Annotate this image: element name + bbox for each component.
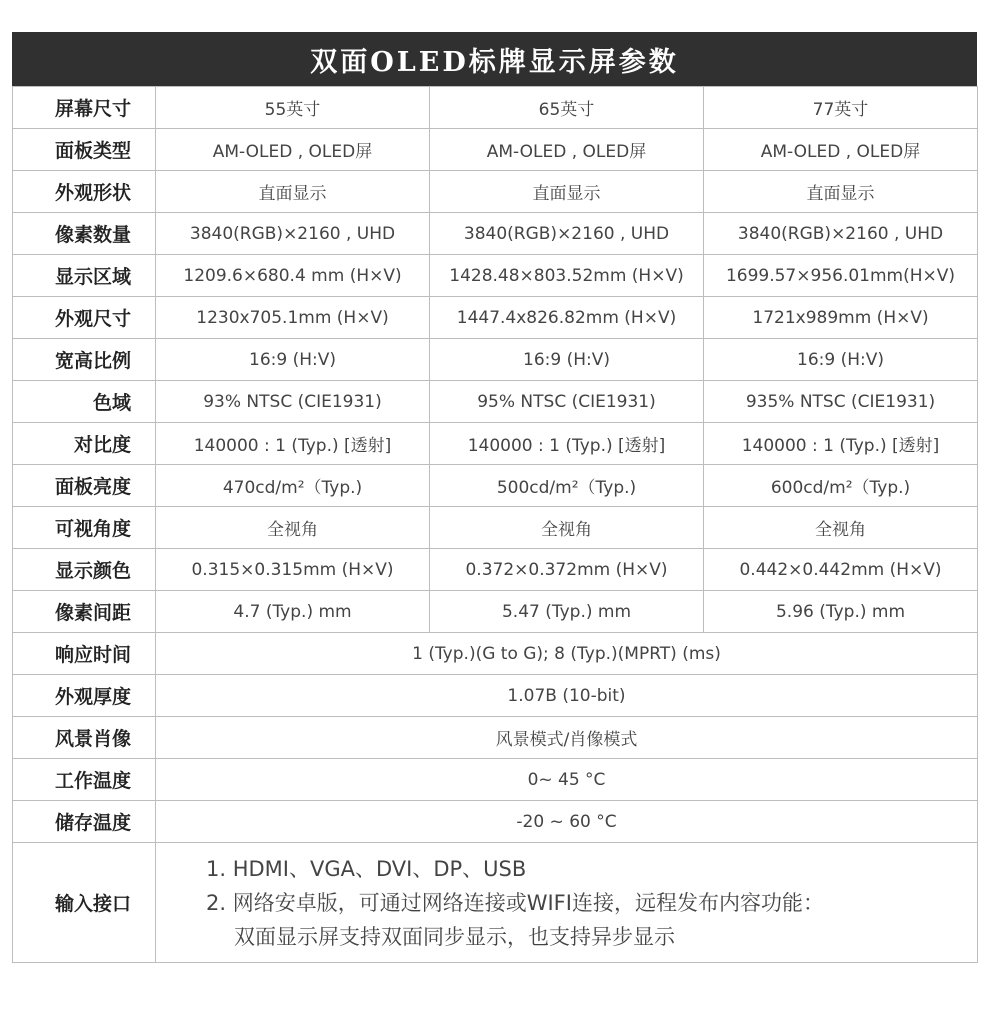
table-row [13,171,978,213]
table-row [13,759,978,801]
table-cell: 93% NTSC (CIE1931) [156,381,430,423]
spec-sheet [12,32,977,963]
spec-table [12,86,978,963]
table-cell: 0.442×0.442mm (H×V) [704,549,978,591]
row-label: 外观尺寸 [13,297,156,339]
table-cell: 140000 : 1 (Typ.) [透射] [430,423,704,465]
table-cell: 470cd/m²（Typ.) [156,465,430,507]
row-label: 输入接口 [13,843,156,963]
table-cell: 0.372×0.372mm (H×V) [430,549,704,591]
table-cell: 1209.6×680.4 mm (H×V) [156,255,430,297]
row-label: 风景肖像 [13,717,156,759]
table-row [13,255,978,297]
row-label: 可视角度 [13,507,156,549]
size-55: 55英寸 [156,87,430,129]
row-label: 储存温度 [13,801,156,843]
table-row [13,507,978,549]
table-cell: 16:9 (H:V) [430,339,704,381]
table-row [13,339,978,381]
interface-line-2: 2. 网络安卓版，可通过网络连接或WIFI连接，远程发布内容功能： [206,890,824,915]
row-label: 显示颜色 [13,549,156,591]
table-cell: 16:9 (H:V) [156,339,430,381]
table-row [13,297,978,339]
table-row-interface [13,843,978,963]
table-cell: 95% NTSC (CIE1931) [430,381,704,423]
merged-cell: -20 ~ 60 °C [156,801,978,843]
row-label: 面板类型 [13,129,156,171]
table-cell: 全视角 [430,507,704,549]
row-label: 面板亮度 [13,465,156,507]
table-cell: 全视角 [704,507,978,549]
merged-cell: 1.07B (10-bit) [156,675,978,717]
interface-line-3: 双面显示屏支持双面同步显示，也支持异步显示 [234,924,675,949]
table-cell: 1230x705.1mm (H×V) [156,297,430,339]
size-65: 65英寸 [430,87,704,129]
size-77: 77英寸 [704,87,978,129]
table-cell: 600cd/m²（Typ.) [704,465,978,507]
table-row [13,675,978,717]
table-cell: 3840(RGB)×2160 , UHD [156,213,430,255]
merged-cell: 0~ 45 °C [156,759,978,801]
interface-line-1: 1. HDMI、VGA、DVI、DP、USB [206,856,527,881]
table-row [13,213,978,255]
table-cell: 140000 : 1 (Typ.) [透射] [156,423,430,465]
page-title: 双面OLED标牌显示屏参数 [12,32,977,86]
row-label: 外观形状 [13,171,156,213]
table-cell: 直面显示 [704,171,978,213]
table-cell: 0.315×0.315mm (H×V) [156,549,430,591]
table-cell: 4.7 (Typ.) mm [156,591,430,633]
table-cell: 935% NTSC (CIE1931) [704,381,978,423]
row-label: 对比度 [13,423,156,465]
table-cell: 直面显示 [156,171,430,213]
table-cell: 1721x989mm (H×V) [704,297,978,339]
table-cell: 5.47 (Typ.) mm [430,591,704,633]
row-label: 宽高比例 [13,339,156,381]
table-cell: 140000 : 1 (Typ.) [透射] [704,423,978,465]
table-row [13,423,978,465]
table-row [13,381,978,423]
table-cell: AM-OLED , OLED屏 [156,129,430,171]
row-label: 响应时间 [13,633,156,675]
table-row [13,465,978,507]
row-label: 像素间距 [13,591,156,633]
table-cell: 1428.48×803.52mm (H×V) [430,255,704,297]
table-cell: 3840(RGB)×2160 , UHD [430,213,704,255]
row-label: 工作温度 [13,759,156,801]
table-cell: 全视角 [156,507,430,549]
row-label: 外观厚度 [13,675,156,717]
table-row [13,591,978,633]
row-label: 色域 [13,381,156,423]
row-label: 像素数量 [13,213,156,255]
table-cell: 500cd/m²（Typ.) [430,465,704,507]
table-row-screen-size [13,87,978,129]
row-label: 屏幕尺寸 [13,87,156,129]
table-row [13,717,978,759]
table-cell: 1699.57×956.01mm(H×V) [704,255,978,297]
table-row [13,129,978,171]
row-label: 显示区域 [13,255,156,297]
table-row [13,801,978,843]
table-cell: 直面显示 [430,171,704,213]
table-row [13,633,978,675]
table-cell: AM-OLED , OLED屏 [430,129,704,171]
merged-cell: 1 (Typ.)(G to G); 8 (Typ.)(MPRT) (ms) [156,633,978,675]
table-cell: AM-OLED , OLED屏 [704,129,978,171]
table-cell: 5.96 (Typ.) mm [704,591,978,633]
table-cell: 1447.4x826.82mm (H×V) [430,297,704,339]
table-row [13,549,978,591]
table-cell: 3840(RGB)×2160 , UHD [704,213,978,255]
merged-cell: 风景模式/肖像模式 [156,717,978,759]
interface-cell [156,843,978,963]
table-cell: 16:9 (H:V) [704,339,978,381]
